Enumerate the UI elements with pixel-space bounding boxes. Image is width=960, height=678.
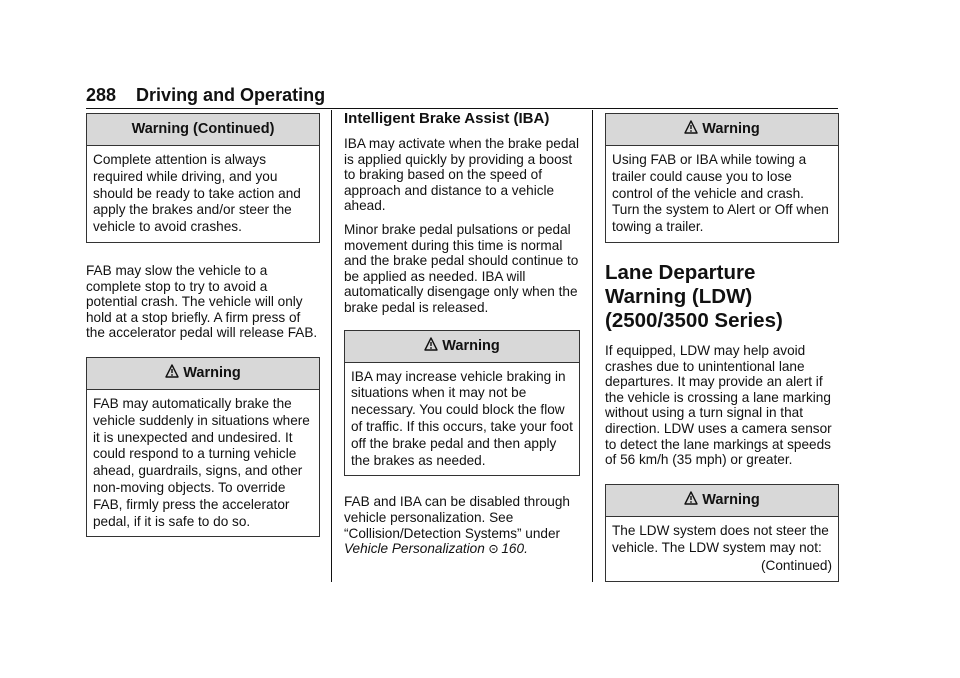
warning-header <box>606 485 838 517</box>
paragraph: Minor brake pedal pulsations or pedal movement during this time is normal and the brake pedal should continue to be applied as needed. IBA will automatically disengage only when the brake pedal is released. <box>344 221 579 315</box>
section-title: Driving and Operating <box>136 85 326 105</box>
column-divider <box>592 110 593 582</box>
continued-label: (Continued) <box>760 558 832 574</box>
paragraph-text: FAB and IBA can be disabled through vehicle personalization. See “Collision/Detection Systems” under <box>344 494 570 541</box>
section-heading: Intelligent Brake Assist (IBA) <box>344 110 550 127</box>
warning-title: Warning (Continued) <box>87 114 319 146</box>
warning-box <box>605 484 839 582</box>
warning-triangle-icon <box>165 364 179 379</box>
warning-box <box>86 357 320 537</box>
warning-title: Warning <box>702 491 760 508</box>
section-heading: Lane Departure Warning (LDW) (2500/3500 Series) <box>605 260 783 332</box>
warning-body <box>606 517 838 581</box>
warning-title: Warning <box>183 364 241 381</box>
warning-header <box>606 114 838 146</box>
warning-header <box>87 358 319 390</box>
paragraph-end: . <box>524 541 528 557</box>
paragraph: FAB may slow the vehicle to a complete stop to try to avoid a potential crash. The vehicle will only hold at a stop briefly. A firm press of the accelerator pedal will release FAB. <box>86 262 318 341</box>
warning-box <box>344 330 580 477</box>
column-3 <box>605 110 839 582</box>
page-number: 288 <box>86 85 117 105</box>
warning-title: Warning <box>702 121 760 137</box>
warning-text: FAB may automatically brake the vehicle suddenly in situations where it is unexpected and undesired. It could respond to a turning vehicle ahead, guardrails, signs, and other non-moving objects. To override FAB, firmly press the accelerator pedal, if it is safe to do so. <box>93 395 310 529</box>
cross-reference-link[interactable]: Vehicle Personalization <box>344 541 485 557</box>
warning-box-continued <box>86 113 320 243</box>
paragraph <box>344 494 580 556</box>
warning-text: The LDW system does not steer the vehicle. The LDW system may not: <box>612 522 829 555</box>
warning-triangle-icon <box>424 337 438 352</box>
paragraph: IBA may activate when the brake pedal is applied quickly by providing a boost to braking based on the speed of approach and distance to a vehicle ahead. <box>344 136 580 214</box>
warning-header <box>345 331 579 363</box>
warning-text: Complete attention is always required while driving, and you should be ready to take action and apply the brakes and/or steer the vehicle to avoid crashes. <box>93 152 301 235</box>
page-reference-icon <box>489 544 498 554</box>
page-header <box>86 82 838 109</box>
warning-box <box>605 113 839 243</box>
page-reference: 160 <box>501 541 525 557</box>
warning-title: Warning <box>442 337 500 354</box>
warning-triangle-icon <box>684 491 698 506</box>
warning-triangle-icon <box>684 120 698 135</box>
column-1 <box>86 110 320 537</box>
paragraph: If equipped, LDW may help avoid crashes due to unintentional lane departures. It may provide an alert if the vehicle is crossing a lane marking without using a turn signal in that direction. LDW uses a camera sensor to detect the lane markings at speeds of 56 km/h (35 mph) or greater. <box>605 342 832 468</box>
warning-text: Using FAB or IBA while towing a trailer could cause you to lose control of the vehicle and crash. Turn the system to Alert or Off when towing a trailer. <box>612 152 829 235</box>
column-2 <box>344 110 580 557</box>
column-divider <box>331 110 332 582</box>
warning-text: IBA may increase vehicle braking in situations when it may not be necessary. You could block the flow of traffic. If this occurs, take your foot off the brake pedal and then apply the brakes as needed. <box>351 368 573 468</box>
